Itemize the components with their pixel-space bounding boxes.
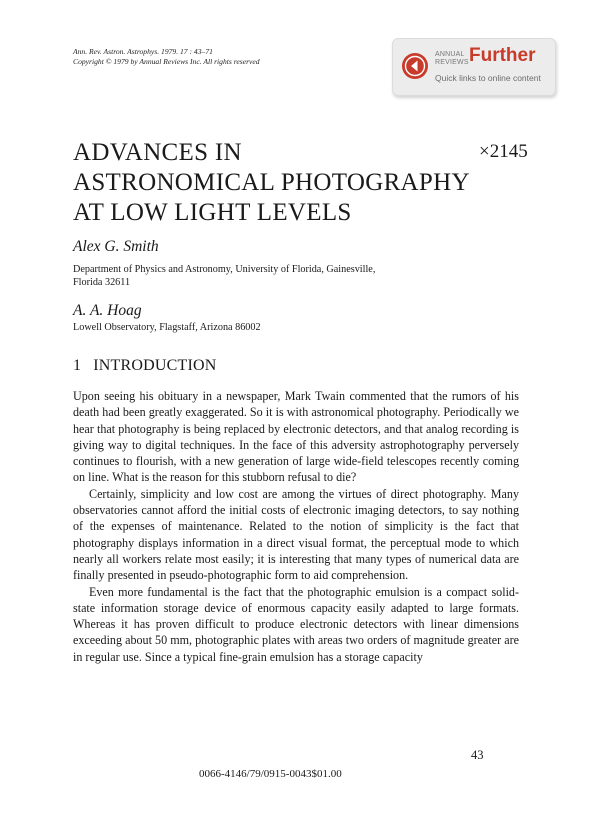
page-number: 43 [471, 748, 484, 762]
title-line-1: ADVANCES IN [73, 139, 242, 166]
paragraph-2: Certainly, simplicity and low cost are among the virtues of direct photography. Many observatories cannot afford the initial costs of electronic imaging detectors, to say nothing of the expenses of maintenance. Related to the notion of simplicity is the fact that photography displays information in a direct visual format, the perceptual mode to which nearly all workers relate most easily; it is interesting that many types of numerical data are finally presented in pseudo-photographic form to aid comprehension. [73, 486, 519, 583]
badge-brand [435, 51, 469, 67]
citation-line-1: Ann. Rev. Astron. Astrophys. 1979. 17 : 43–71 [73, 47, 213, 56]
section-heading [73, 357, 216, 375]
author-name-2: A. A. Hoag [73, 302, 142, 319]
section-title: INTRODUCTION [93, 357, 217, 374]
further-links-badge[interactable] [392, 38, 556, 96]
article-code: ×2145 [479, 141, 528, 162]
footer-code: 0066-4146/79/0915-0043$01.00 [199, 768, 342, 780]
badge-further-label: Further [469, 45, 536, 66]
paragraph-1: Upon seeing his obituary in a newspaper, Mark Twain commented that the rumors of his death had been greatly exaggerated. So it is with astronomical photography. Periodically we hear that photography is being replaced by electronic detectors, and that analog recording is giving way to digital techniques. In the face of this adversity astrophotography perversely continues to flourish, with a new generation of large wide-field telescopes recently coming on line. What is the reason for this stubborn refusal to die? [73, 389, 519, 485]
section-number: 1 [73, 357, 82, 374]
affiliation-1-line-2: Florida 32611 [73, 277, 131, 288]
affiliation-2-line-1: Lowell Observatory, Flagstaff, Arizona 86002 [73, 322, 261, 333]
article-title [73, 138, 470, 228]
citation-line-2: Copyright © 1979 by Annual Reviews Inc. All rights reserved [73, 57, 260, 66]
body-text [73, 388, 519, 665]
author-affiliation-1 [73, 263, 375, 289]
title-line-2: ASTRONOMICAL PHOTOGRAPHY [73, 169, 470, 196]
badge-tagline: Quick links to online content [435, 73, 541, 83]
annual-reviews-logo-icon [401, 52, 429, 80]
badge-annual-label: ANNUAL [435, 51, 465, 58]
journal-citation [73, 47, 260, 67]
title-line-3: AT LOW LIGHT LEVELS [73, 199, 352, 226]
author-name-1: Alex G. Smith [73, 238, 159, 255]
affiliation-1-line-1: Department of Physics and Astronomy, University of Florida, Gainesville, [73, 264, 376, 275]
paragraph-3: Even more fundamental is the fact that the photographic emulsion is a compact solid-state information storage device of enormous capacity easily adapted to large formats. Whereas it has proven difficult to produce electronic detectors with linear dimensions exceeding about 50 mm, photographic plates with areas two orders of magnitude greater are in regular use. Since a typical fine-grain emulsion has a storage capacity [73, 584, 519, 664]
author-affiliation-2 [73, 321, 261, 334]
badge-reviews-label: REVIEWS [435, 59, 469, 66]
